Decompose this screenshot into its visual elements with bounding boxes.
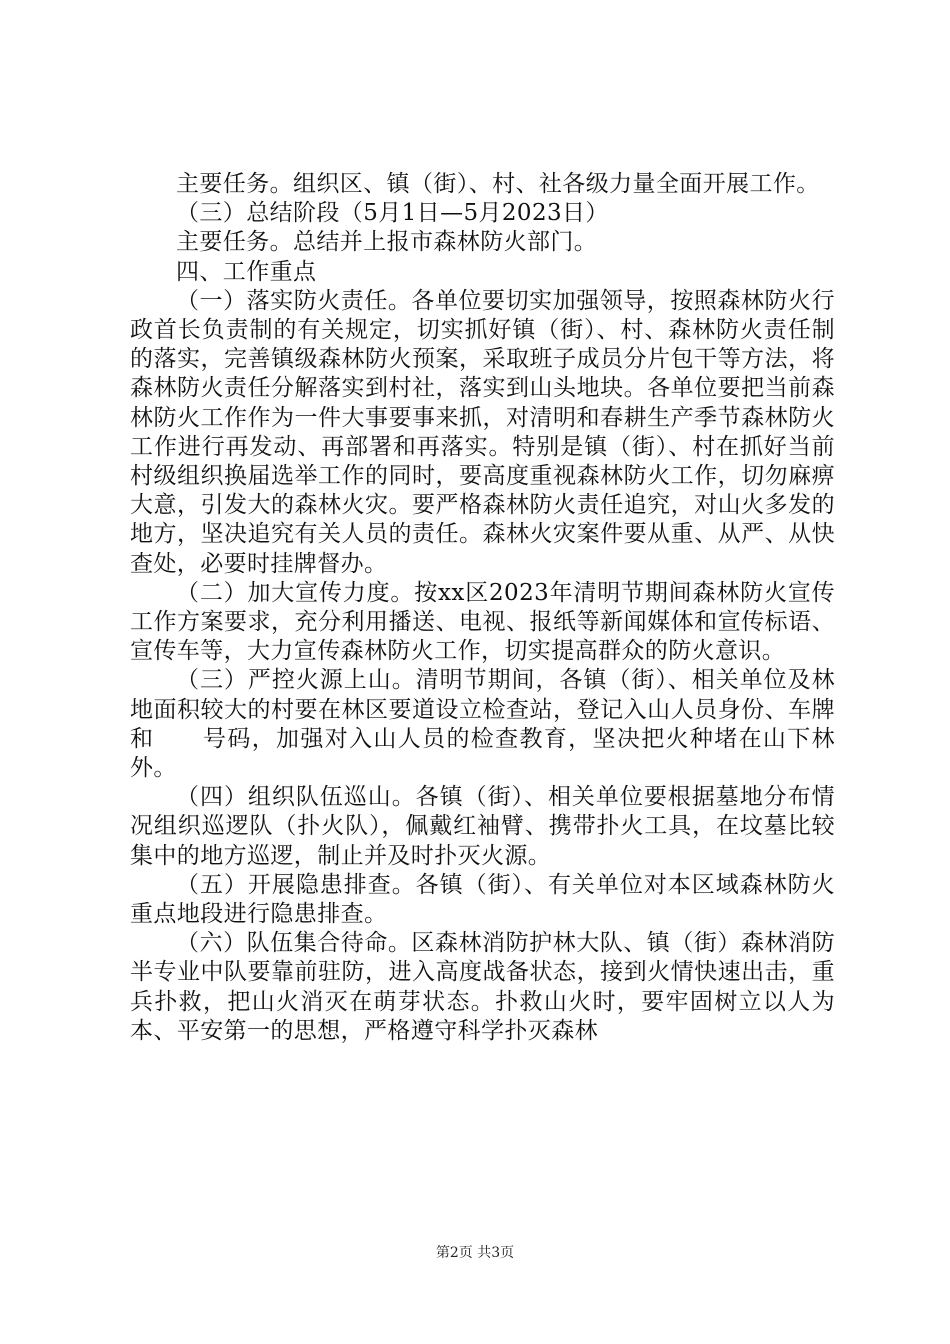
paragraph-publicity: （二）加大宣传力度。按xx区2023年清明节期间森林防火宣传工作方案要求，充分利用播送、电视、报纸等新闻媒体和宣传标语、宣传车等，大力宣传森林防火工作，切实提高群众的防火意识。 (130, 579, 835, 665)
paragraph-hazard-inspection: （五）开展隐患排查。各镇（街）、有关单位对本区域森林防火重点地段进行隐患排查。 (130, 871, 835, 928)
paragraph-patrol-teams: （四）组织队伍巡山。各镇（街）、相关单位要根据墓地分布情况组织巡逻队（扑火队），佩戴红袖臂、携带扑火工具，在坟墓比较集中的地方巡逻，制止并及时扑灭火源。 (130, 784, 835, 869)
section-heading-work-focus: 四、工作重点 (176, 258, 317, 285)
document-body (130, 170, 835, 1046)
page-number-footer: 第2页 共3页 (435, 1245, 515, 1261)
paragraph-fire-responsibility: （一）落实防火责任。各单位要切实加强领导，按照森林防火行政首长负责制的有关规定，切实抓好镇（街）、村、森林防火责任制的落实，完善镇级森林防火预案，采取班子成员分片包干等方法，将森林防火责任分解落实到村社，落实到山头地块。各单位要把当前森林防火工作作为一件大事要事来抓，对清明和春耕生产季节森林防火工作进行再发动、再部署和再落实。特别是镇（街）、村在抓好当前村级组织换届选举工作的同时，要高度重视森林防火工作，切勿麻痹大意，引发大的森林火灾。要严格森林防火责任追究，对山火多发的地方，坚决追究有关人员的责任。森林火灾案件要从重、从严、从快查处，必要时挂牌督办。 (130, 287, 835, 577)
paragraph-stage-three-task: 主要任务。总结并上报市森林防火部门。 (176, 229, 598, 256)
paragraph-task-summary: 主要任务。组织区、镇（街）、村、社各级力量全面开展工作。 (176, 171, 820, 197)
paragraph-fire-source-control: （三）严控火源上山。清明节期间，各镇（街）、相关单位及林地面积较大的村要在林区要道设立检查站，登记入山人员身份、车牌和 号码，加强对入山人员的检查教育，坚决把火种堵在山下林外。 (130, 667, 835, 782)
paragraph-standby-teams: （六）队伍集合待命。区森林消防护林大队、镇（街）森林消防半专业中队要靠前驻防，进入高度战备状态，接到火情快速出击，重兵扑救，把山火消灭在萌芽状态。扑救山火时，要牢固树立以人为本、平安第一的思想，严格遵守科学扑灭森林 (130, 930, 835, 1044)
paragraph-stage-three-heading: （三）总结阶段（5月1日—5月2023日） (176, 200, 609, 227)
